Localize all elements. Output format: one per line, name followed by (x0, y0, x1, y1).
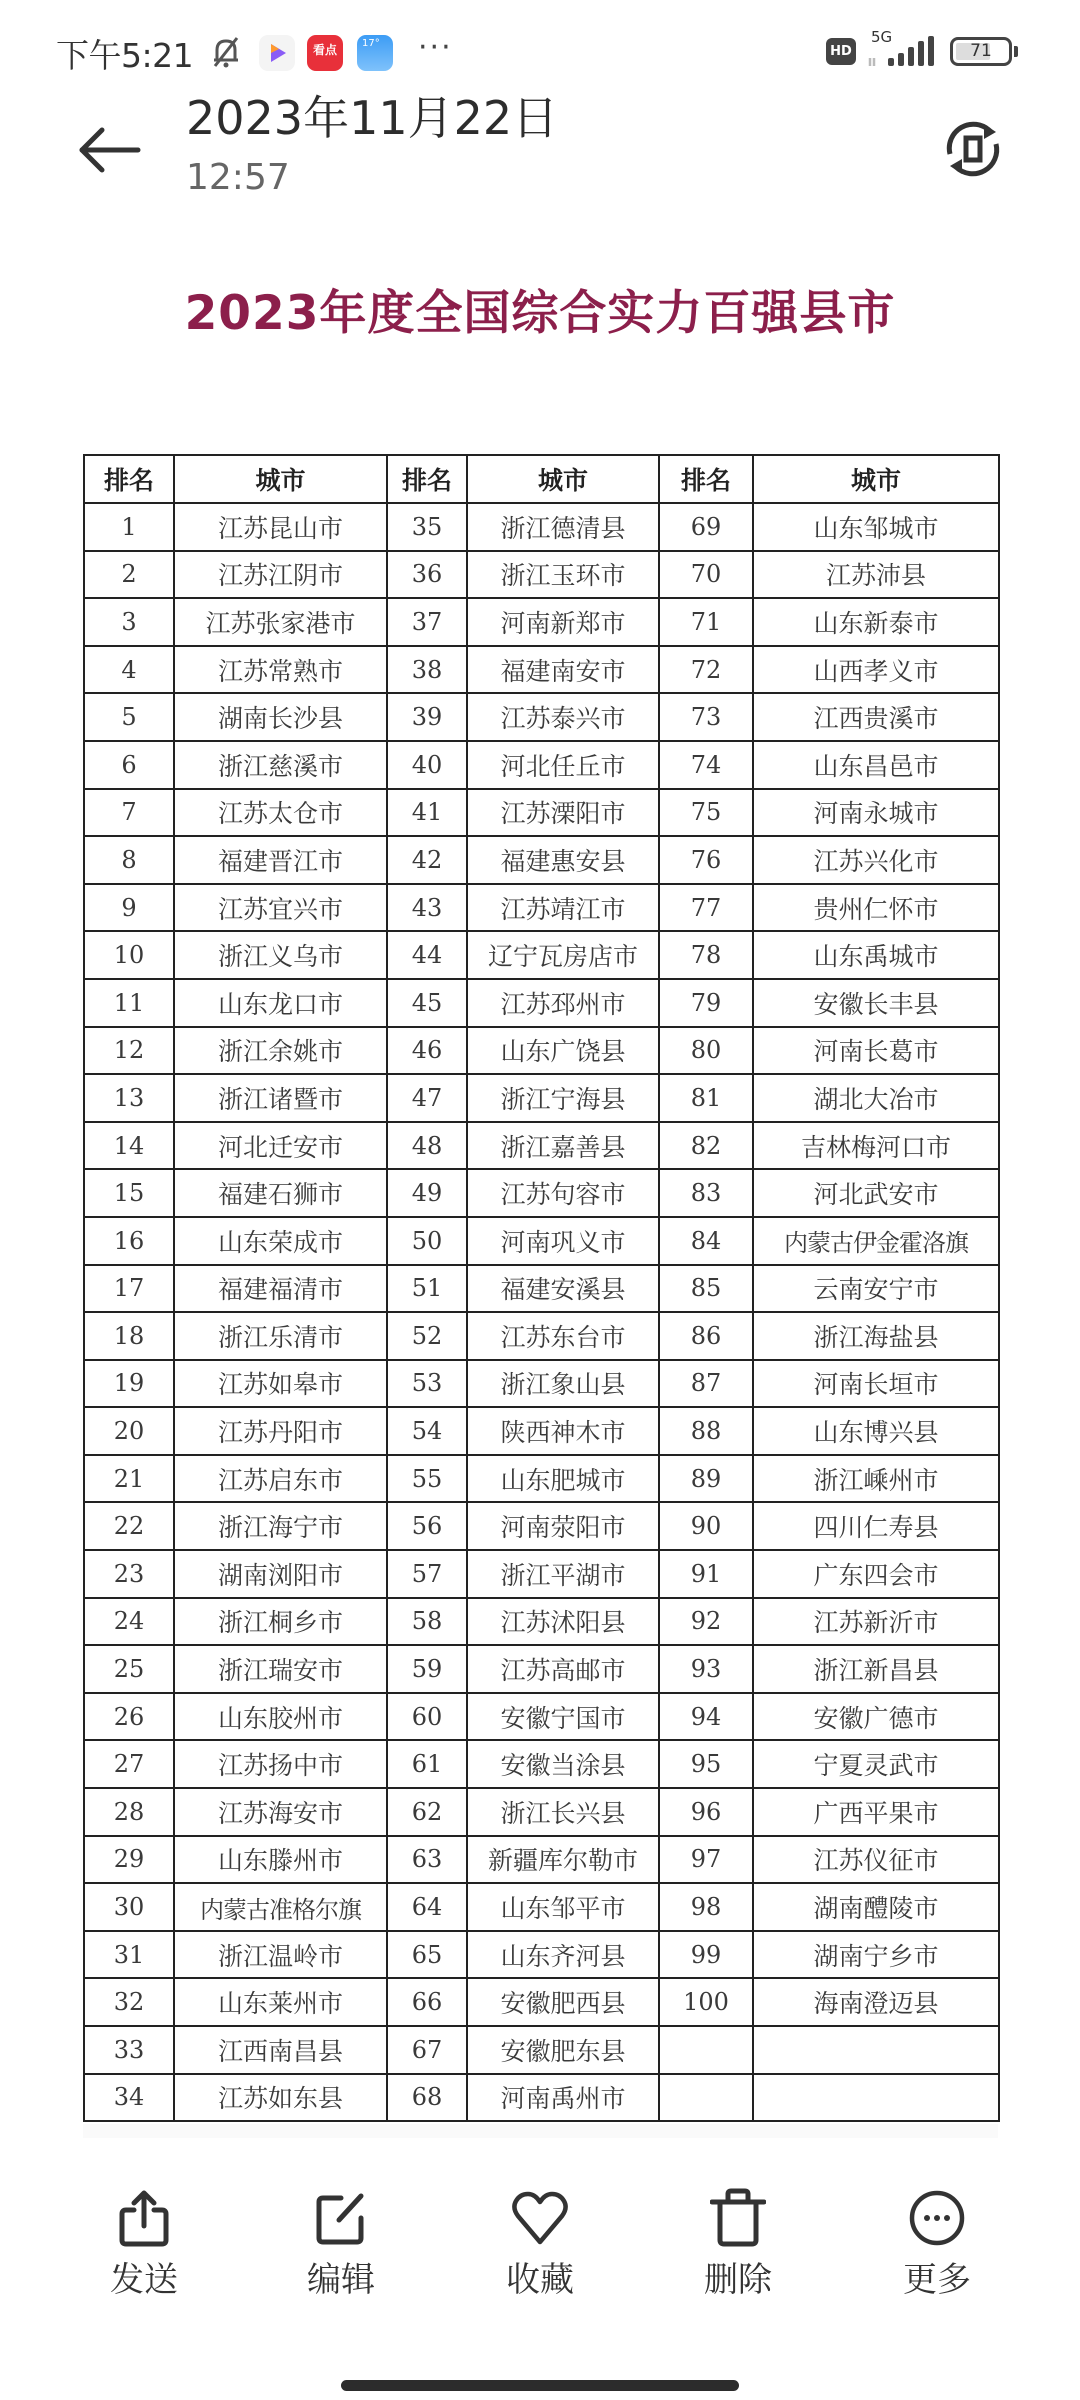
city-cell: 江苏如皋市 (174, 1360, 387, 1408)
city-cell: 江苏沛县 (753, 551, 999, 599)
city-cell: 河北武安市 (753, 1169, 999, 1217)
city-cell: 江苏溧阳市 (467, 789, 659, 837)
city-cell: 浙江新昌县 (753, 1645, 999, 1693)
rank-cell: 97 (659, 1836, 753, 1884)
city-cell: 江苏沭阳县 (467, 1598, 659, 1646)
rank-cell: 62 (387, 1788, 467, 1836)
more-icon (907, 2188, 967, 2248)
home-indicator[interactable] (341, 2380, 739, 2391)
status-time: 下午5:21 (56, 36, 194, 75)
rank-cell: 4 (84, 646, 174, 694)
rank-cell: 42 (387, 836, 467, 884)
city-cell: 福建惠安县 (467, 836, 659, 884)
rank-cell: 2 (84, 551, 174, 599)
rank-cell: 10 (84, 931, 174, 979)
rank-cell: 69 (659, 503, 753, 551)
rank-cell: 30 (84, 1883, 174, 1931)
rank-cell: 72 (659, 646, 753, 694)
rank-cell: 34 (84, 2074, 174, 2122)
video-app-icon (259, 35, 295, 71)
rank-cell: 59 (387, 1645, 467, 1693)
rank-cell: 50 (387, 1217, 467, 1265)
city-cell: 江苏宜兴市 (174, 884, 387, 932)
city-cell (753, 2074, 999, 2122)
city-cell: 安徽广德市 (753, 1693, 999, 1741)
city-cell: 浙江瑞安市 (174, 1645, 387, 1693)
column-header: 排名 (659, 455, 753, 503)
city-cell: 江苏东台市 (467, 1312, 659, 1360)
delete-label: 删除 (704, 2260, 772, 2300)
rank-cell: 61 (387, 1740, 467, 1788)
city-cell: 江苏扬中市 (174, 1740, 387, 1788)
table-row (84, 2026, 999, 2074)
city-cell: 江苏昆山市 (174, 503, 387, 551)
rotate-button[interactable] (938, 114, 1008, 184)
rank-cell: 36 (387, 551, 467, 599)
city-cell: 浙江长兴县 (467, 1788, 659, 1836)
rank-cell: 55 (387, 1455, 467, 1503)
column-header: 城市 (753, 455, 999, 503)
more-notifications-icon: ··· (418, 30, 453, 65)
table-row (84, 1312, 999, 1360)
favorite-button[interactable] (460, 2170, 620, 2320)
city-cell: 安徽当涂县 (467, 1740, 659, 1788)
edit-label: 编辑 (307, 2260, 375, 2300)
table-row (84, 1550, 999, 1598)
city-cell: 福建晋江市 (174, 836, 387, 884)
rank-cell: 60 (387, 1693, 467, 1741)
city-cell: 浙江嵊州市 (753, 1455, 999, 1503)
city-cell: 江苏仪征市 (753, 1836, 999, 1884)
heart-icon (510, 2188, 570, 2248)
table-row (84, 1693, 999, 1741)
city-cell: 山东莱州市 (174, 1978, 387, 2026)
table-row (84, 1883, 999, 1931)
city-cell: 浙江玉环市 (467, 551, 659, 599)
rank-cell: 79 (659, 979, 753, 1027)
table-row (84, 979, 999, 1027)
rank-cell: 23 (84, 1550, 174, 1598)
hd-voice-icon: HD (826, 38, 856, 65)
table-row (84, 1265, 999, 1313)
battery-icon (950, 37, 1012, 66)
city-cell: 浙江平湖市 (467, 1550, 659, 1598)
rank-cell: 29 (84, 1836, 174, 1884)
rank-cell: 40 (387, 741, 467, 789)
city-cell: 湖南长沙县 (174, 693, 387, 741)
city-cell: 山东龙口市 (174, 979, 387, 1027)
rank-cell: 89 (659, 1455, 753, 1503)
rank-cell: 82 (659, 1122, 753, 1170)
rank-cell: 7 (84, 789, 174, 837)
table-row (84, 1122, 999, 1170)
table-row (84, 1407, 999, 1455)
rank-cell: 70 (659, 551, 753, 599)
rank-cell: 78 (659, 931, 753, 979)
rank-cell: 44 (387, 931, 467, 979)
city-cell (753, 2026, 999, 2074)
rank-cell: 20 (84, 1407, 174, 1455)
column-header: 城市 (467, 455, 659, 503)
rank-cell: 83 (659, 1169, 753, 1217)
table-row (84, 836, 999, 884)
city-cell: 江苏江阴市 (174, 551, 387, 599)
city-cell: 江苏张家港市 (174, 598, 387, 646)
city-cell: 广西平果市 (753, 1788, 999, 1836)
rank-cell: 90 (659, 1502, 753, 1550)
city-cell: 山东邹城市 (753, 503, 999, 551)
city-cell: 湖南浏阳市 (174, 1550, 387, 1598)
city-cell: 山东荣成市 (174, 1217, 387, 1265)
rank-cell: 45 (387, 979, 467, 1027)
photo-bottom-edge (83, 2124, 998, 2138)
city-cell: 福建安溪县 (467, 1265, 659, 1313)
city-cell: 江苏海安市 (174, 1788, 387, 1836)
arrow-left-icon (70, 115, 150, 185)
rank-cell: 96 (659, 1788, 753, 1836)
table-row (84, 503, 999, 551)
rank-cell: 65 (387, 1931, 467, 1979)
city-cell: 安徽长丰县 (753, 979, 999, 1027)
table-body (84, 503, 999, 2121)
city-cell: 河南永城市 (753, 789, 999, 837)
table-row (84, 1169, 999, 1217)
rank-cell: 16 (84, 1217, 174, 1265)
trash-icon (710, 2188, 766, 2248)
rank-cell: 26 (84, 1693, 174, 1741)
rank-cell: 9 (84, 884, 174, 932)
city-cell: 辽宁瓦房店市 (467, 931, 659, 979)
rank-cell (659, 2026, 753, 2074)
rank-cell: 12 (84, 1027, 174, 1075)
rank-cell: 21 (84, 1455, 174, 1503)
city-cell: 湖南宁乡市 (753, 1931, 999, 1979)
city-cell: 海南澄迈县 (753, 1978, 999, 2026)
signal-strength-icon (868, 36, 938, 66)
edit-button[interactable] (261, 2170, 421, 2320)
rank-cell: 37 (387, 598, 467, 646)
city-cell: 浙江慈溪市 (174, 741, 387, 789)
column-header: 排名 (84, 455, 174, 503)
city-cell: 山东齐河县 (467, 1931, 659, 1979)
rank-cell: 63 (387, 1836, 467, 1884)
rank-cell: 74 (659, 741, 753, 789)
city-cell: 新疆库尔勒市 (467, 1836, 659, 1884)
rank-cell: 28 (84, 1788, 174, 1836)
city-cell: 浙江德清县 (467, 503, 659, 551)
city-cell: 福建石狮市 (174, 1169, 387, 1217)
city-cell: 河南巩义市 (467, 1217, 659, 1265)
rank-cell: 24 (84, 1598, 174, 1646)
rank-cell: 5 (84, 693, 174, 741)
city-cell: 浙江桐乡市 (174, 1598, 387, 1646)
city-cell: 福建南安市 (467, 646, 659, 694)
table-row (84, 741, 999, 789)
city-cell: 河南长垣市 (753, 1360, 999, 1408)
rank-cell: 98 (659, 1883, 753, 1931)
rank-cell: 53 (387, 1360, 467, 1408)
rank-cell: 95 (659, 1740, 753, 1788)
city-cell: 河南新郑市 (467, 598, 659, 646)
city-cell: 安徽宁国市 (467, 1693, 659, 1741)
city-cell: 湖南醴陵市 (753, 1883, 999, 1931)
table-header-row (84, 455, 999, 503)
city-cell: 江苏兴化市 (753, 836, 999, 884)
rank-cell: 91 (659, 1550, 753, 1598)
rank-cell: 64 (387, 1883, 467, 1931)
rank-cell: 80 (659, 1027, 753, 1075)
table-row (84, 1645, 999, 1693)
delete-button[interactable] (658, 2170, 818, 2320)
table-row (84, 1788, 999, 1836)
city-cell: 内蒙古伊金霍洛旗 (753, 1217, 999, 1265)
city-cell: 江苏泰兴市 (467, 693, 659, 741)
battery-level: 71 (970, 41, 992, 61)
city-cell: 安徽肥东县 (467, 2026, 659, 2074)
city-cell: 江苏太仓市 (174, 789, 387, 837)
city-cell: 江苏丹阳市 (174, 1407, 387, 1455)
rotate-screen-icon (938, 114, 1008, 184)
ranking-table (83, 454, 1000, 2122)
rank-cell: 32 (84, 1978, 174, 2026)
city-cell: 山东滕州市 (174, 1836, 387, 1884)
city-cell: 河南荥阳市 (467, 1502, 659, 1550)
rank-cell: 99 (659, 1931, 753, 1979)
table-row (84, 1978, 999, 2026)
city-cell: 山东广饶县 (467, 1027, 659, 1075)
rank-cell: 35 (387, 503, 467, 551)
column-header: 城市 (174, 455, 387, 503)
rank-cell: 46 (387, 1027, 467, 1075)
viewer-header (0, 90, 1080, 220)
table-row (84, 1931, 999, 1979)
city-cell: 江西贵溪市 (753, 693, 999, 741)
table-row (84, 1455, 999, 1503)
city-cell: 浙江海宁市 (174, 1502, 387, 1550)
city-cell: 江西南昌县 (174, 2026, 387, 2074)
back-button[interactable] (70, 115, 150, 185)
city-cell: 江苏常熟市 (174, 646, 387, 694)
column-header: 排名 (387, 455, 467, 503)
bottom-toolbar (0, 2170, 1080, 2330)
rank-cell: 33 (84, 2026, 174, 2074)
share-icon (116, 2188, 172, 2248)
rank-cell: 15 (84, 1169, 174, 1217)
rank-cell: 41 (387, 789, 467, 837)
city-cell: 浙江象山县 (467, 1360, 659, 1408)
rank-cell: 52 (387, 1312, 467, 1360)
photo-date: 2023年11月22日 (186, 91, 559, 145)
rank-cell: 93 (659, 1645, 753, 1693)
city-cell: 吉林梅河口市 (753, 1122, 999, 1170)
table-row (84, 1027, 999, 1075)
rank-cell: 56 (387, 1502, 467, 1550)
city-cell: 山东博兴县 (753, 1407, 999, 1455)
send-label: 发送 (110, 2260, 178, 2300)
rank-cell: 75 (659, 789, 753, 837)
rank-cell: 48 (387, 1122, 467, 1170)
rank-cell: 38 (387, 646, 467, 694)
rank-cell: 73 (659, 693, 753, 741)
city-cell: 江苏高邮市 (467, 1645, 659, 1693)
city-cell: 陕西神木市 (467, 1407, 659, 1455)
table-row (84, 789, 999, 837)
more-button[interactable] (857, 2170, 1017, 2320)
rank-cell: 66 (387, 1978, 467, 2026)
rank-cell: 81 (659, 1074, 753, 1122)
rank-cell: 84 (659, 1217, 753, 1265)
city-cell: 江苏新沂市 (753, 1598, 999, 1646)
status-bar (0, 0, 1080, 90)
table-row (84, 1740, 999, 1788)
rank-cell: 77 (659, 884, 753, 932)
city-cell: 四川仁寿县 (753, 1502, 999, 1550)
rank-cell: 67 (387, 2026, 467, 2074)
rank-cell: 11 (84, 979, 174, 1027)
city-cell: 河北迁安市 (174, 1122, 387, 1170)
city-cell: 贵州仁怀市 (753, 884, 999, 932)
rank-cell: 68 (387, 2074, 467, 2122)
table-row (84, 598, 999, 646)
city-cell: 宁夏灵武市 (753, 1740, 999, 1788)
table-row (84, 2074, 999, 2122)
rank-cell: 71 (659, 598, 753, 646)
city-cell: 安徽肥西县 (467, 1978, 659, 2026)
send-button[interactable] (64, 2170, 224, 2320)
table-row (84, 1217, 999, 1265)
city-cell: 山东新泰市 (753, 598, 999, 646)
city-cell: 江苏靖江市 (467, 884, 659, 932)
table-row (84, 1074, 999, 1122)
city-cell: 山东邹平市 (467, 1883, 659, 1931)
rank-cell: 18 (84, 1312, 174, 1360)
rank-cell: 43 (387, 884, 467, 932)
rank-cell: 49 (387, 1169, 467, 1217)
rank-cell: 3 (84, 598, 174, 646)
rank-cell: 6 (84, 741, 174, 789)
city-cell: 福建福清市 (174, 1265, 387, 1313)
table-row (84, 1598, 999, 1646)
city-cell: 浙江义乌市 (174, 931, 387, 979)
city-cell: 湖北大冶市 (753, 1074, 999, 1122)
table-row (84, 646, 999, 694)
more-label: 更多 (903, 2260, 971, 2300)
rank-cell: 76 (659, 836, 753, 884)
rank-cell: 19 (84, 1360, 174, 1408)
rank-cell: 88 (659, 1407, 753, 1455)
battery-nub (1014, 46, 1018, 57)
city-cell: 广东四会市 (753, 1550, 999, 1598)
favorite-label: 收藏 (506, 2260, 574, 2300)
city-cell: 浙江海盐县 (753, 1312, 999, 1360)
table-row (84, 693, 999, 741)
city-cell: 山东胶州市 (174, 1693, 387, 1741)
city-cell: 内蒙古准格尔旗 (174, 1883, 387, 1931)
city-cell: 浙江温岭市 (174, 1931, 387, 1979)
bell-muted-icon (208, 34, 244, 70)
photo-time: 12:57 (186, 157, 290, 198)
city-cell: 浙江宁海县 (467, 1074, 659, 1122)
city-cell: 山东肥城市 (467, 1455, 659, 1503)
rank-cell: 51 (387, 1265, 467, 1313)
table-row (84, 1836, 999, 1884)
rank-cell: 57 (387, 1550, 467, 1598)
city-cell: 山东昌邑市 (753, 741, 999, 789)
city-cell: 云南安宁市 (753, 1265, 999, 1313)
rank-cell: 47 (387, 1074, 467, 1122)
rank-cell: 54 (387, 1407, 467, 1455)
table-row (84, 884, 999, 932)
city-cell: 浙江嘉善县 (467, 1122, 659, 1170)
photo-viewer[interactable] (0, 222, 1080, 2138)
table-row (84, 1360, 999, 1408)
weather-app-icon: 17° (357, 35, 393, 71)
city-cell: 江苏启东市 (174, 1455, 387, 1503)
rank-cell: 17 (84, 1265, 174, 1313)
rank-cell: 94 (659, 1693, 753, 1741)
rank-cell: 22 (84, 1502, 174, 1550)
rank-cell: 87 (659, 1360, 753, 1408)
network-type-label: 5G (871, 28, 893, 46)
city-cell: 江苏邳州市 (467, 979, 659, 1027)
rank-cell: 85 (659, 1265, 753, 1313)
table-row (84, 551, 999, 599)
table-row (84, 931, 999, 979)
edit-icon (313, 2188, 369, 2248)
city-cell: 山西孝义市 (753, 646, 999, 694)
city-cell: 江苏如东县 (174, 2074, 387, 2122)
rank-cell: 86 (659, 1312, 753, 1360)
rank-cell: 39 (387, 693, 467, 741)
rank-cell: 8 (84, 836, 174, 884)
city-cell: 河北任丘市 (467, 741, 659, 789)
city-cell: 江苏句容市 (467, 1169, 659, 1217)
table-row (84, 1502, 999, 1550)
rank-cell (659, 2074, 753, 2122)
city-cell: 山东禹城市 (753, 931, 999, 979)
rank-cell: 13 (84, 1074, 174, 1122)
rank-cell: 92 (659, 1598, 753, 1646)
rank-cell: 14 (84, 1122, 174, 1170)
rank-cell: 100 (659, 1978, 753, 2026)
rank-cell: 27 (84, 1740, 174, 1788)
rank-cell: 1 (84, 503, 174, 551)
city-cell: 河南长葛市 (753, 1027, 999, 1075)
rank-cell: 31 (84, 1931, 174, 1979)
city-cell: 浙江乐清市 (174, 1312, 387, 1360)
city-cell: 河南禹州市 (467, 2074, 659, 2122)
city-cell: 浙江余姚市 (174, 1027, 387, 1075)
document-title: 2023年度全国综合实力百强县市 (184, 286, 896, 341)
city-cell: 浙江诸暨市 (174, 1074, 387, 1122)
rank-cell: 25 (84, 1645, 174, 1693)
kandian-app-icon: 看点 (307, 35, 343, 71)
rank-cell: 58 (387, 1598, 467, 1646)
